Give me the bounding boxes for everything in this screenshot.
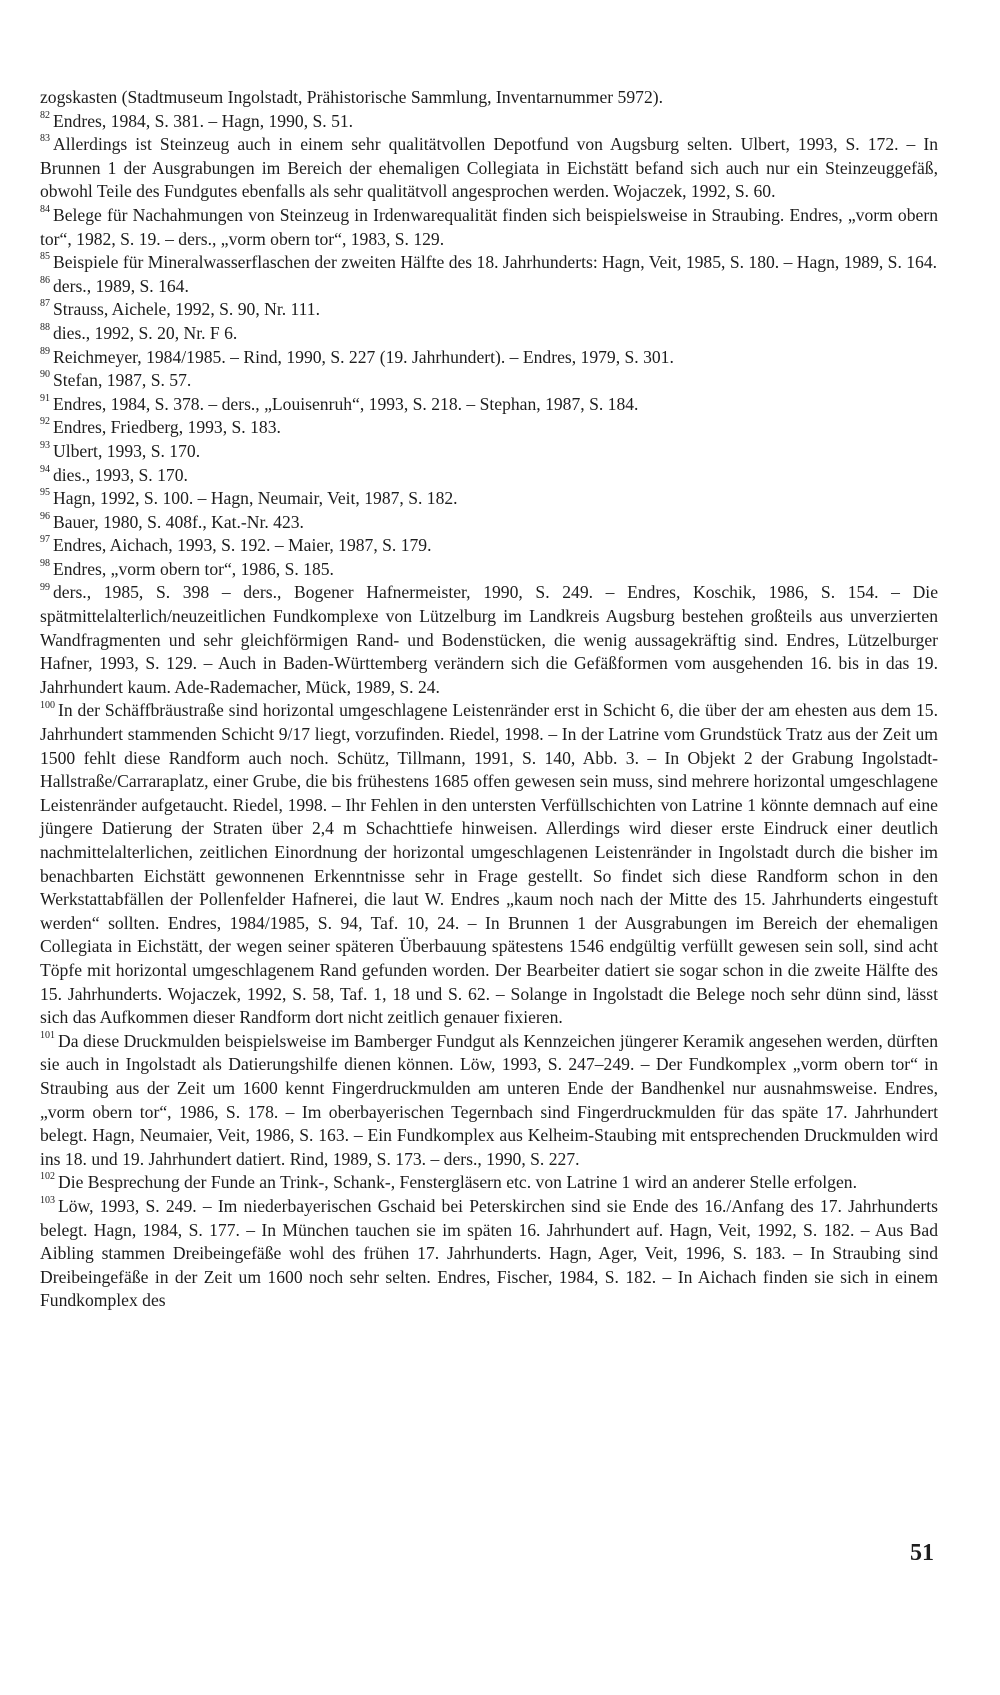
footnote-number: 101 [40,1029,55,1041]
footnote [40,298,938,322]
footnote [40,251,938,275]
footnote-number: 103 [40,1195,55,1207]
footnote [40,369,938,393]
footnote-text: ders., 1989, S. 164. [53,275,189,296]
footnote [40,346,938,370]
page-number: 51 [910,1540,934,1566]
footnote-number: 88 [40,322,50,334]
footnote-number: 94 [40,463,50,475]
footnote [40,204,938,251]
footnote-text: In der Schäffbräustraße sind horizontal umgeschlagene Leistenränder erst in Schicht 6, die über der am ehesten aus dem 15. Jahrhundert stammenden Schicht 9/17 liegt, vorzufinden. Riedel, 1998. – In der Latrine vom Grundstück Tratz aus der Zeit um 1500 fehlt diese Randform auch noch. Schütz, Tillmann, 1991, S. 140, Abb. 3. – In Objekt 2 der Grabung Ingolstadt-Hallstraße/Carraraplatz, einer Grube, die bis frühestens 1685 offen gewesen sein muss, sind mehrere horizontal umgeschlagene Leistenränder aufgetaucht. Riedel, 1998. – Ihr Fehlen in den untersten Verfüllschichten von Latrine 1 könnte demnach auf eine jüngere Datierung der Straten über 2,4 m Schachttiefe hinweisen. Allerdings wird dieser erste Eindruck einer deutlich nachmittelalterlichen, zeitlichen Einordnung der horizontal umgeschlagenen Leistenränder in Ingolstadt durch die bisher im benachbarten Eichstätt gewonnenen Erkenntnisse sehr in Frage gestellt. So findet sich diese Randform schon in den Werkstattabfällen der Pollenfelder Hafnerei, die laut W. Endres „kaum noch nach der Mitte des 15. Jahrhunderts eingestuft werden“ sollten. Endres, 1984/1985, S. 94, Taf. 10, 24. – In Brunnen 1 der Ausgrabungen im Bereich der ehemaligen Collegiata in Eichstätt, der wegen seiner späteren Überbauung spätestens 1546 endgültig verfüllt gewesen sein soll, sind acht Töpfe mit horizontal umgeschlagenem Rand gefunden worden. Der Bearbeiter datiert sie sogar schon in die zweite Hälfte des 15. Jahrhunderts. Wojaczek, 1992, S. 58, Taf. 1, 18 und S. 62. – Solange in Ingolstadt die Belege noch sehr dünn sind, lässt sich das Aufkommen dieser Randform dort nicht zeitlich genauer fixieren. [40,700,938,1028]
footnote-number: 97 [40,534,50,546]
footnote-text: Endres, 1984, S. 378. – ders., „Louisenruh“, 1993, S. 218. – Stephan, 1987, S. 184. [53,393,639,414]
footnote [40,416,938,440]
footnote [40,1171,938,1195]
footnote-text: Endres, Aichach, 1993, S. 192. – Maier, 1987, S. 179. [53,535,432,556]
footnote-number: 96 [40,510,50,522]
footnote [40,699,938,1029]
footnote-text: Bauer, 1980, S. 408f., Kat.-Nr. 423. [53,511,304,532]
footnote-number: 98 [40,558,50,570]
footnote-text: ders., 1985, S. 398 – ders., Bogener Hafnermeister, 1990, S. 249. – Endres, Koschik, 1986, S. 154. – Die spätmittelalterlich/neuzeitlichen Fundkomplexe von Lützelburg im Landkreis Augsburg bestehen großteils aus unverzierten Wandfragmenten und sehr gleichförmigen Rand- und Bodenstücken, die wenig aussagekräftig sind. Endres, Lützelburger Hafner, 1993, S. 129. – Auch in Baden-Württemberg verändern sich die Gefäßformen vom ausgehenden 16. bis in das 19. Jahrhundert kaum. Ade-Rademacher, Mück, 1989, S. 24. [40,582,938,697]
footnote-list [40,110,938,1313]
footnote-number: 84 [40,204,50,216]
footnote-text: dies., 1993, S. 170. [53,464,188,485]
footnotes-block [40,86,938,1313]
footnote [40,275,938,299]
footnote [40,534,938,558]
footnote [40,110,938,134]
footnote-number: 82 [40,109,50,121]
footnote-text: Endres, „vorm obern tor“, 1986, S. 185. [53,558,334,579]
footnote [40,440,938,464]
footnote [40,558,938,582]
footnote-number: 102 [40,1171,55,1183]
footnote-number: 85 [40,251,50,263]
footnote [40,1030,938,1172]
footnote [40,581,938,699]
footnote-number: 83 [40,133,50,145]
footnote-number: 90 [40,369,50,381]
footnote-number: 93 [40,440,50,452]
footnote-number: 95 [40,487,50,499]
footnote-text: Beispiele für Mineralwasserflaschen der zweiten Hälfte des 18. Jahrhunderts: Hagn, Veit, 1985, S. 180. – Hagn, 1989, S. 164. [53,252,938,273]
footnote-number: 91 [40,392,50,404]
footnote-number: 87 [40,298,50,310]
footnote-number: 100 [40,699,55,711]
footnote-text: Ulbert, 1993, S. 170. [53,440,201,461]
footnote-text: dies., 1992, S. 20, Nr. F 6. [53,322,238,343]
footnote-text: Endres, 1984, S. 381. – Hagn, 1990, S. 51. [53,110,354,131]
footnote-text: Hagn, 1992, S. 100. – Hagn, Neumair, Veit, 1987, S. 182. [53,488,458,509]
footnote [40,487,938,511]
footnote [40,464,938,488]
footnote-text: Die Besprechung der Funde an Trink-, Schank-, Fenstergläsern etc. von Latrine 1 wird an anderer Stelle erfolgen. [58,1172,857,1193]
footnote [40,322,938,346]
footnote-text: Strauss, Aichele, 1992, S. 90, Nr. 111. [53,299,320,320]
footnote-number: 99 [40,581,50,593]
footnote [40,1195,938,1313]
footnote-text: Da diese Druckmulden beispielsweise im Bamberger Fundgut als Kennzeichen jüngerer Keramik angesehen werden, dürften sie auch in Ingolstadt als Datierungshilfe dienen können. Löw, 1993, S. 247–249. – Der Fundkomplex „vorm obern tor“ in Straubing aus der Zeit um 1600 kennt Fingerdruckmulden am unteren Ende der Bandhenkel nur ausnahmsweise. Endres, „vorm obern tor“, 1986, S. 178. – Im oberbayerischen Tegernbach sind Fingerdruckmulden für das späte 17. Jahrhundert belegt. Hagn, Neumaier, Veit, 1986, S. 163. – Ein Fundkomplex aus Kelheim-Staubing mit entsprechenden Druckmulden wird ins 18. und 19. Jahrhundert datiert. Rind, 1989, S. 173. – ders., 1990, S. 227. [40,1030,938,1169]
footnote [40,133,938,204]
footnote-number: 86 [40,274,50,286]
footnote-number: 92 [40,416,50,428]
footnote-text: Endres, Friedberg, 1993, S. 183. [53,417,281,438]
footnote-text: Allerdings ist Steinzeug auch in einem sehr qualitätvollen Depotfund von Augsburg selten. Ulbert, 1993, S. 172. – In Brunnen 1 der Ausgrabungen im Bereich der ehemaligen Collegiata in Eichstätt befand sich auch nur ein Steinzeuggefäß, obwohl Teile des Fundgutes ebenfalls als sehr qualitätvoll angesprochen werden. Wojaczek, 1992, S. 60. [40,134,938,202]
footnote-text: Reichmeyer, 1984/1985. – Rind, 1990, S. 227 (19. Jahrhundert). – Endres, 1979, S. 301. [53,346,674,367]
footnote [40,393,938,417]
footnote-continuation: zogskasten (Stadtmuseum Ingolstadt, Prähistorische Sammlung, Inventarnummer 5972). [40,87,664,107]
footnote-text: Belege für Nachahmungen von Steinzeug in Irdenwarequalität finden sich beispielsweise in Straubing. Endres, „vorm obern tor“, 1982, S. 19. – ders., „vorm obern tor“, 1983, S. 129. [40,204,938,249]
footnote [40,511,938,535]
footnote-text: Löw, 1993, S. 249. – Im niederbayerischen Gschaid bei Peterskirchen sind sie Ende des 16./Anfang des 17. Jahrhunderts belegt. Hagn, 1984, S. 177. – In München tauchen sie im späten 16. Jahrhundert auf. Hagn, Veit, 1992, S. 182. – Aus Bad Aibling stammen Dreibeingefäße wohl des frühen 17. Jahrhunderts. Hagn, Ager, Veit, 1996, S. 183. – In Straubing sind Dreibeingefäße in der Zeit um 1600 noch sehr selten. Endres, Fischer, 1984, S. 182. – In Aichach finden sie sich in einem Fundkomplex des [40,1195,938,1311]
footnote-number: 89 [40,345,50,357]
footnote-text: Stefan, 1987, S. 57. [53,370,192,391]
